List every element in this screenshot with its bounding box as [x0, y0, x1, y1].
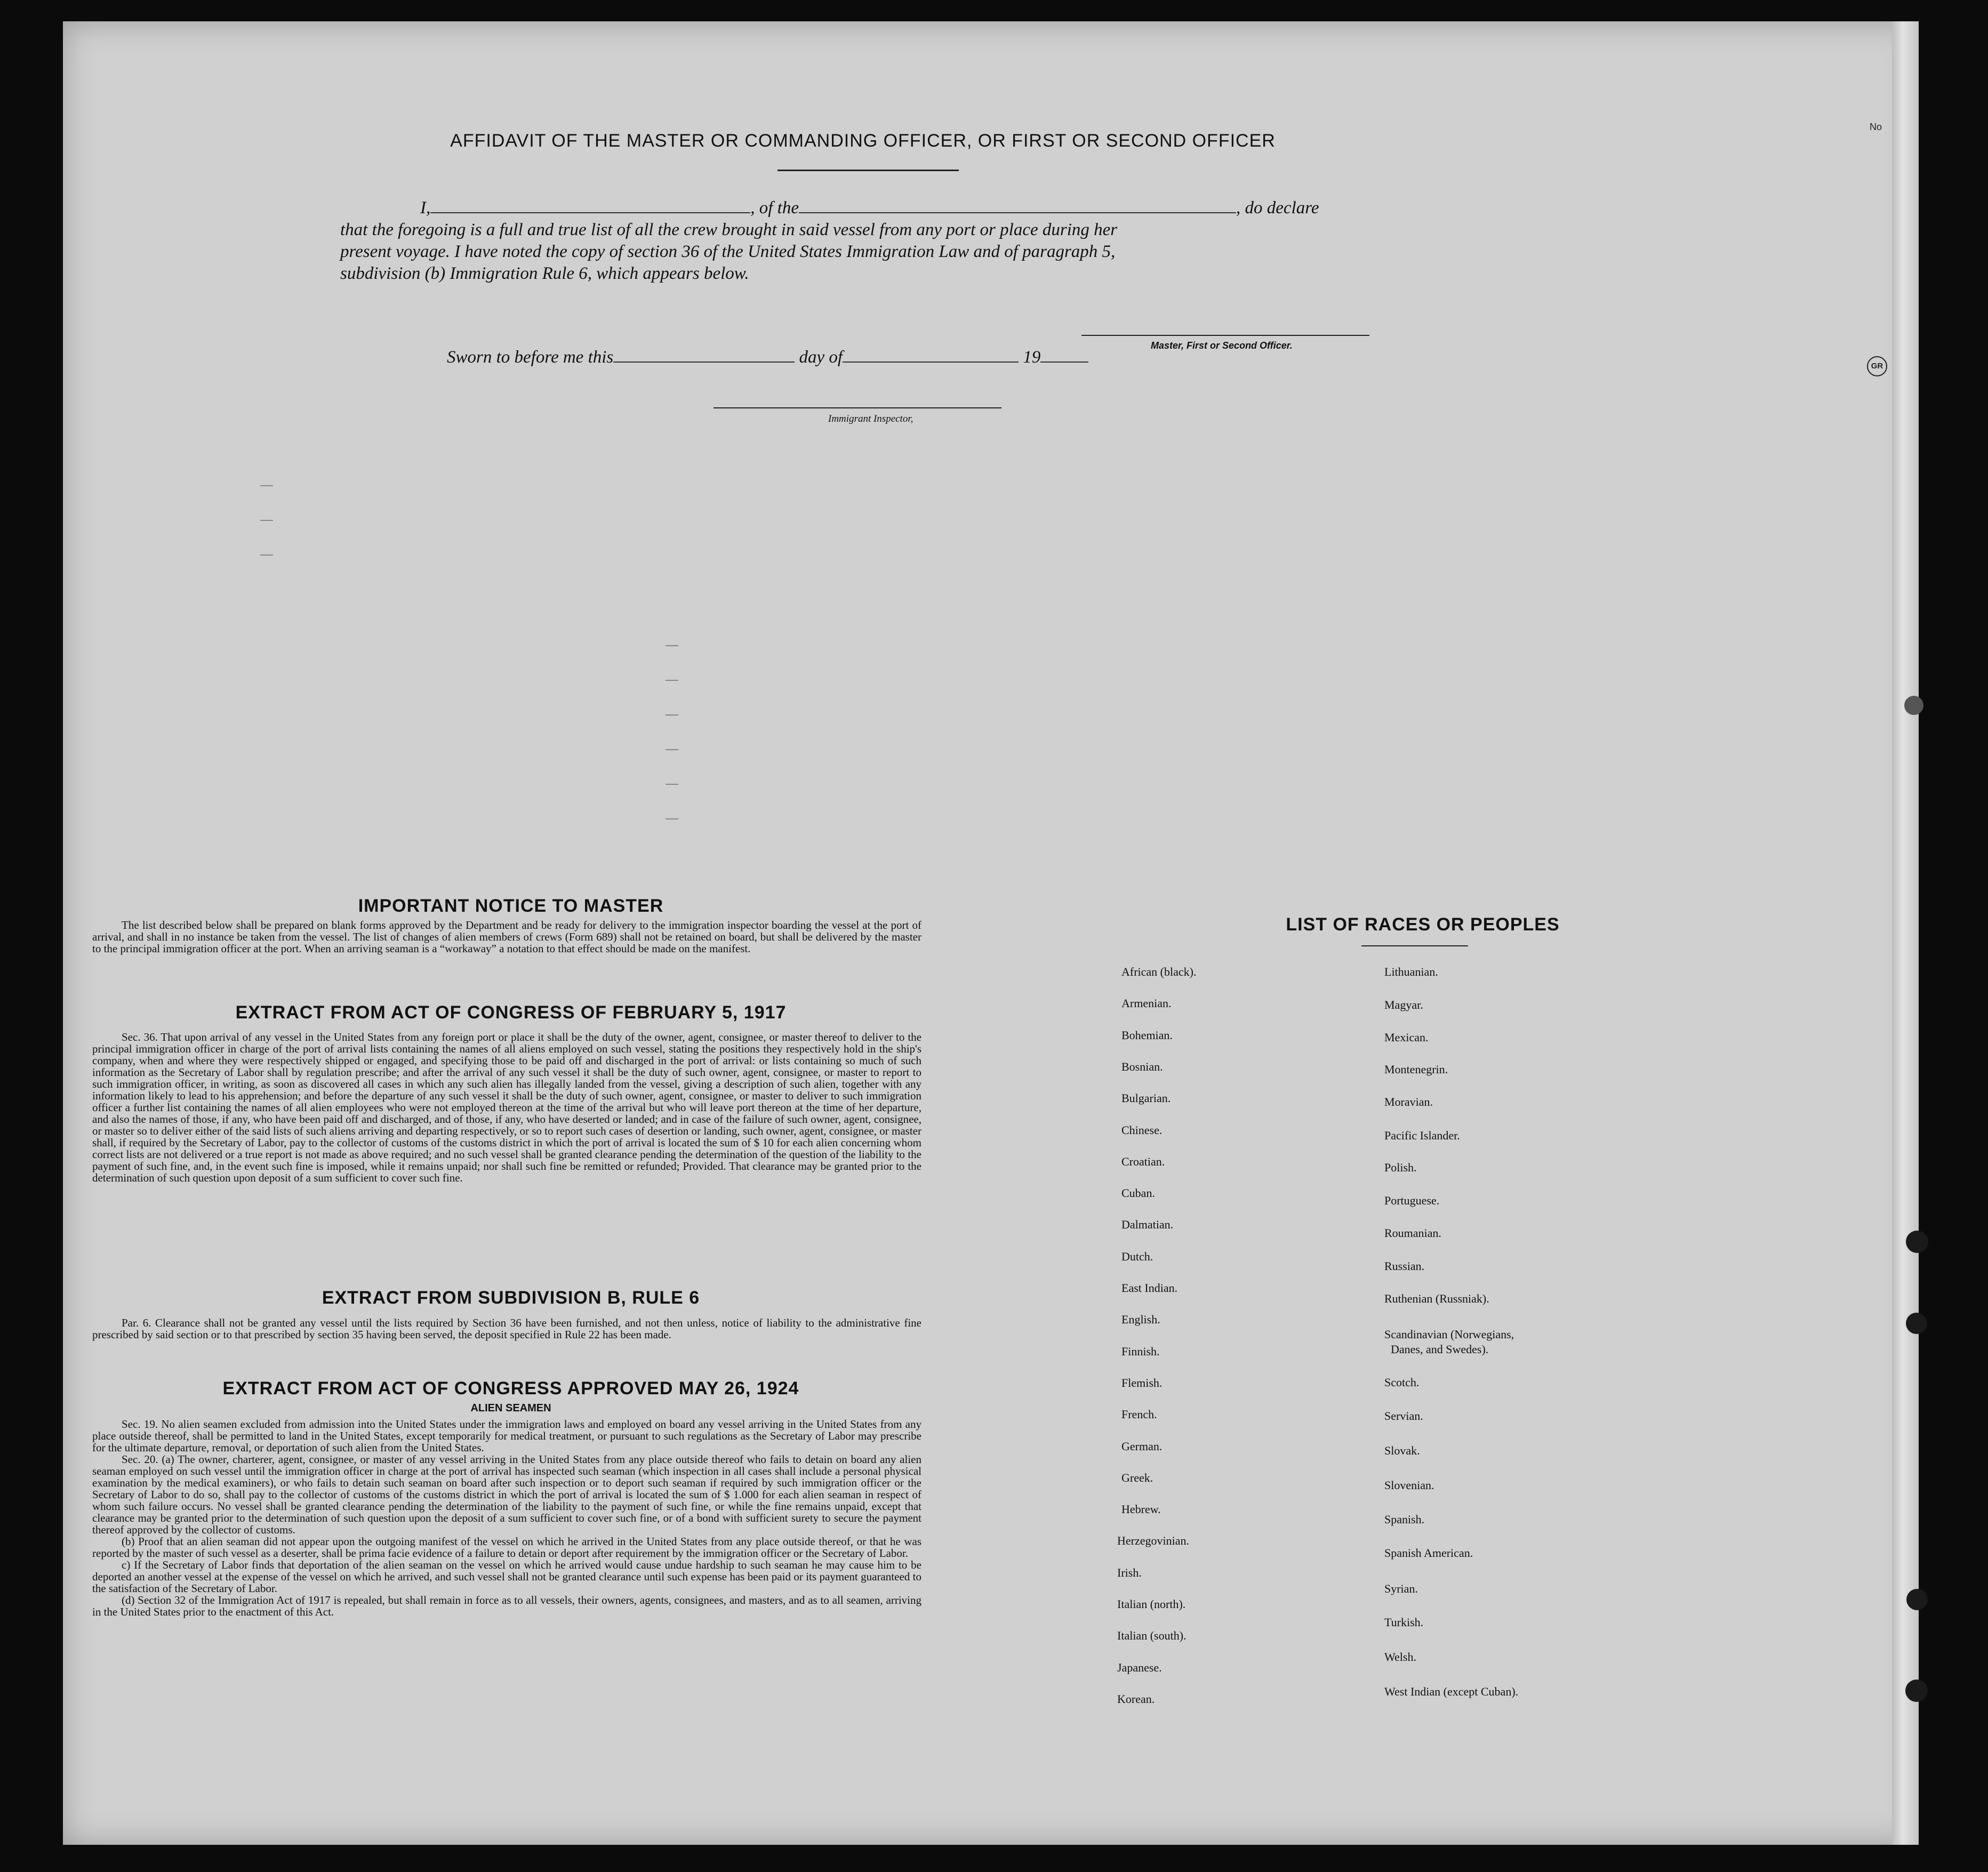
- title-rule: [777, 170, 959, 171]
- races-title-rule: [1361, 945, 1468, 946]
- race-item: Russian.: [1384, 1259, 1425, 1273]
- race-item: German.: [1121, 1440, 1163, 1453]
- extract-rule6-body: [92, 1317, 921, 1340]
- race-item: Cuban.: [1121, 1186, 1155, 1200]
- race-item: Montenegrin.: [1384, 1063, 1448, 1076]
- binder-hole: [1905, 1680, 1928, 1702]
- race-item: Italian (north).: [1117, 1597, 1186, 1611]
- faint-dash: [666, 784, 678, 785]
- race-item: Syrian.: [1384, 1582, 1418, 1595]
- race-item: Bulgarian.: [1121, 1091, 1171, 1105]
- faint-dash: [666, 645, 678, 646]
- extract-1924-title: EXTRACT FROM ACT OF CONGRESS APPROVED MAY 26, 1924: [222, 1378, 799, 1399]
- extract-1924-body: [92, 1418, 921, 1618]
- race-item: Croatian.: [1121, 1155, 1165, 1168]
- race-item: Bohemian.: [1121, 1029, 1173, 1042]
- affidavit-of-the: , of the: [750, 198, 799, 218]
- master-signature-line: [1081, 335, 1369, 336]
- section-20a-text: Sec. 20. (a) The owner, charterer, agent, consignee, or master of any vessel arriving in the United States from any place outside thereof who fails to detain on board any alien seaman employed on such vessel until the immigration officer in charge at the port of arrival has inspected such seaman (which inspection in all cases shall include a personal physical examination by the medical examiners), or who fails to detain such seaman on board after such inspection or to deport such seaman if required by such immigration officer or the Secretary of Labor to do so, shall pay to the collector of customs of the customs district in which the port of arrival is located the sum of $ 1.000 for each alien seaman in respect of whom such failure occurs. No vessel shall be granted clearance pending the determination of the liability to the payment of such fine, or while the fine remains unpaid, except that clearance may be granted prior to the determination of such question upon the deposit of a sum sufficient to cover such fine, or of a bond with sufficient surety to secure the payment thereof approved by the collector of customs.: [92, 1453, 921, 1536]
- race-item: Danes, and Swedes).: [1391, 1343, 1489, 1356]
- faint-dash: [666, 714, 678, 716]
- faint-dash: [260, 485, 273, 486]
- name-blank: [430, 212, 750, 213]
- race-item: Bosnian.: [1121, 1060, 1163, 1073]
- race-item: Polish.: [1384, 1161, 1417, 1174]
- notice-paragraph: The list described below shall be prepared on blank forms approved by the Department and be ready for delivery to the immigration inspector boarding the vessel at the port of arrival, and shall in no instance be taken from the vessel. The list of changes of alien members of crews (Form 689) shall not be retained on board, but shall be delivered by the master to the principal immigration officer at the port. When an arriving seaman is a “workaway” a notation to that effect should be made on the manifest.: [92, 919, 921, 955]
- race-item: Welsh.: [1384, 1650, 1416, 1664]
- race-item: Servian.: [1384, 1409, 1423, 1423]
- par-6-text: Par. 6. Clearance shall not be granted any vessel until the lists required by Section 36 have been furnished, and not then unless, notice of liability to the administrative fine prescribed by said section or to that prescribed by section 35 having been served, the deposit specified in Rule 22 has been made.: [92, 1316, 921, 1341]
- race-item: Korean.: [1117, 1692, 1155, 1706]
- extract-rule6-title: EXTRACT FROM SUBDIVISION B, RULE 6: [322, 1288, 700, 1308]
- inspector-signature-line: [714, 407, 1001, 408]
- race-item: Slovak.: [1384, 1444, 1420, 1457]
- extract-1917-title: EXTRACT FROM ACT OF CONGRESS OF FEBRUARY 5, 1917: [235, 1002, 787, 1023]
- race-item: Scandinavian (Norwegians,: [1384, 1328, 1514, 1341]
- master-label: Master, First or Second Officer.: [1151, 340, 1293, 351]
- inspector-label: Immigrant Inspector,: [828, 413, 913, 424]
- faint-dash: [666, 818, 678, 819]
- race-item: Mexican.: [1384, 1031, 1429, 1044]
- binder-hole: [1906, 1313, 1927, 1334]
- race-item: English.: [1121, 1313, 1160, 1326]
- binder-hole: [1906, 1231, 1928, 1253]
- notice-title: IMPORTANT NOTICE TO MASTER: [358, 896, 664, 916]
- race-item: African (black).: [1121, 965, 1197, 978]
- race-item: Armenian.: [1121, 997, 1172, 1010]
- race-item: Flemish.: [1121, 1376, 1163, 1389]
- race-item: Finnish.: [1121, 1345, 1160, 1358]
- faint-dash: [260, 555, 273, 556]
- sworn-text: Sworn to before me this: [447, 348, 614, 367]
- race-item: Irish.: [1117, 1566, 1142, 1579]
- section-19-text: Sec. 19. No alien seamen excluded from admission into the United States under the immigration laws and employed on board any vessel arriving in the United States from any place outside thereof, shall be permitted to land in the United States, except temporarily for medical treatment, or pursuant to such regulations as the Secretary of Labor may prescribe for the ultimate departure, removal, or deportation of such alien from the United States.: [92, 1418, 921, 1454]
- race-item: French.: [1121, 1408, 1157, 1421]
- race-item: Chinese.: [1121, 1123, 1163, 1137]
- race-item: Turkish.: [1384, 1616, 1424, 1629]
- faint-dash: [666, 680, 678, 681]
- race-item: Lithuanian.: [1384, 965, 1438, 978]
- affidavit-line-3: present voyage. I have noted the copy of section 36 of the United States Immigration Law and of paragraph 5,: [340, 242, 1116, 261]
- vessel-blank: [799, 212, 1236, 213]
- race-item: West Indian (except Cuban).: [1384, 1685, 1519, 1698]
- binder-hole: [1906, 1589, 1928, 1610]
- race-item: Magyar.: [1384, 998, 1423, 1011]
- notice-body: [92, 919, 921, 954]
- race-item: Spanish American.: [1384, 1546, 1473, 1560]
- document-page: [63, 21, 1919, 1845]
- affidavit-i: I,: [420, 198, 431, 218]
- sworn-day-of: day of: [799, 348, 843, 367]
- sworn-year-blank: [1040, 361, 1088, 363]
- race-item: East Indian.: [1121, 1281, 1178, 1295]
- affidavit-do-declare: , do declare: [1236, 198, 1319, 218]
- margin-mark-no: No: [1870, 122, 1882, 132]
- faint-dash: [260, 520, 273, 521]
- affidavit-line-2: that the foregoing is a full and true list of all the crew brought in said vessel from any port or place during her: [340, 220, 1118, 239]
- sworn-line: [447, 347, 1193, 368]
- sworn-month-blank: [843, 361, 1019, 363]
- race-item: Pacific Islander.: [1384, 1129, 1460, 1142]
- extract-1917-body: [92, 1031, 921, 1184]
- race-item: Ruthenian (Russniak).: [1384, 1292, 1489, 1305]
- page-fold-edge: [1892, 21, 1919, 1845]
- sworn-day-blank: [613, 361, 795, 363]
- affidavit-body: [340, 197, 1396, 285]
- race-item: Spanish.: [1384, 1513, 1425, 1526]
- race-item: Roumanian.: [1384, 1226, 1441, 1240]
- extract-1924-subtitle: ALIEN SEAMEN: [470, 1402, 551, 1414]
- races-title: LIST OF RACES OR PEOPLES: [1286, 914, 1560, 935]
- section-20c-text: c) If the Secretary of Labor finds that deportation of the alien seaman on the vessel on which he arrived would cause undue hardship to such seaman he may cause him to be deported an another vessel at the expense of the vessel on which he arrived, and such vessel shall not be granted clearance until such expense has been paid or its payment guaranteed to the satisfaction of the Secretary of Labor.: [92, 1558, 921, 1595]
- race-item: Portuguese.: [1384, 1194, 1440, 1207]
- race-item: Herzegovinian.: [1117, 1534, 1189, 1547]
- section-20d-text: (d) Section 32 of the Immigration Act of 1917 is repealed, but shall remain in force as to all vessels, their owners, agents, consignees, and masters, and as to all seamen, arriving in the United States prior to the enactment of this Act.: [92, 1594, 921, 1618]
- race-item: Italian (south).: [1117, 1629, 1187, 1642]
- faint-dash: [666, 749, 678, 750]
- race-item: Greek.: [1121, 1471, 1153, 1484]
- race-item: Scotch.: [1384, 1376, 1420, 1389]
- race-item: Hebrew.: [1121, 1503, 1161, 1516]
- race-item: Dutch.: [1121, 1250, 1153, 1263]
- race-item: Moravian.: [1384, 1095, 1433, 1108]
- sworn-year-prefix: 19: [1023, 348, 1041, 367]
- race-item: Japanese.: [1117, 1661, 1162, 1674]
- affidavit-line-4: subdivision (b) Immigration Rule 6, which appears below.: [340, 264, 749, 283]
- section-20b-text: (b) Proof that an alien seaman did not appear upon the outgoing manifest of the vessel on which he arrived in the United States from any place outside thereof, or that he was reported by the master of such vessel as a deserter, shall be prima facie evidence of a failure to detain or deport after requirement by the immigration officer or the Secretary of Labor.: [92, 1535, 921, 1560]
- affidavit-title: AFFIDAVIT OF THE MASTER OR COMMANDING OFFICER, OR FIRST OR SECOND OFFICER: [450, 131, 1276, 151]
- margin-mark-gr: GR: [1867, 356, 1887, 376]
- binder-hole: [1904, 696, 1923, 715]
- race-item: Slovenian.: [1384, 1479, 1434, 1492]
- section-36-text: Sec. 36. That upon arrival of any vessel in the United States from any foreign port or place it shall be the duty of the owner, agent, consignee, or master thereof to deliver to the principal immigration officer in charge of the port of arrival lists containing the names of all aliens employed on such vessel, stating the positions they respectively hold in the ship's company, when and where they were respectively shipped or engaged, and specifying those to be paid off and discharged in the port of arrival: or lists containing so much of such information as the Secretary of Labor shall by regulation prescribe; and after the arrival of any such vessel it shall be the duty of such owner, agent, consignee, or master to report to such immigration officer, in writing, as soon as discovered all cases in which any such alien has illegally landed from the vessel, giving a description of such alien, together with any information likely to lead to his apprehension; and before the departure of any such vessel it shall be the duty of such owner, agent, consignee, or master to deliver to such immigration officer a further list containing the names of all alien employees who were not employed thereon at the time of the arrival but who will leave port thereon at the time of her departure, and also the names of those, if any, who have been paid off and discharged, and of those, if any, who have deserted or landed; and in case of the failure of such owner, agent, consignee, or master so to deliver either of the said lists of such aliens arriving and departing respectively, or so to report such cases of desertion or landing, such owner, agent, consignee, or master shall, if required by the Secretary of Labor, pay to the collector of customs of the customs district in which the port of arrival is located the sum of $ 10 for each alien concerning whom correct lists are not delivered or a true report is not made as above required; and no such vessel shall be granted clearance pending the determination of the question of the liability to the payment of such fine, and, in the event such fine is imposed, while it remains unpaid; nor shall such fine be remitted or refunded; Provided. That clearance may be granted prior to the determination of such question upon deposit of a sum sufficient to cover such fine.: [92, 1031, 921, 1184]
- race-item: Dalmatian.: [1121, 1218, 1174, 1231]
